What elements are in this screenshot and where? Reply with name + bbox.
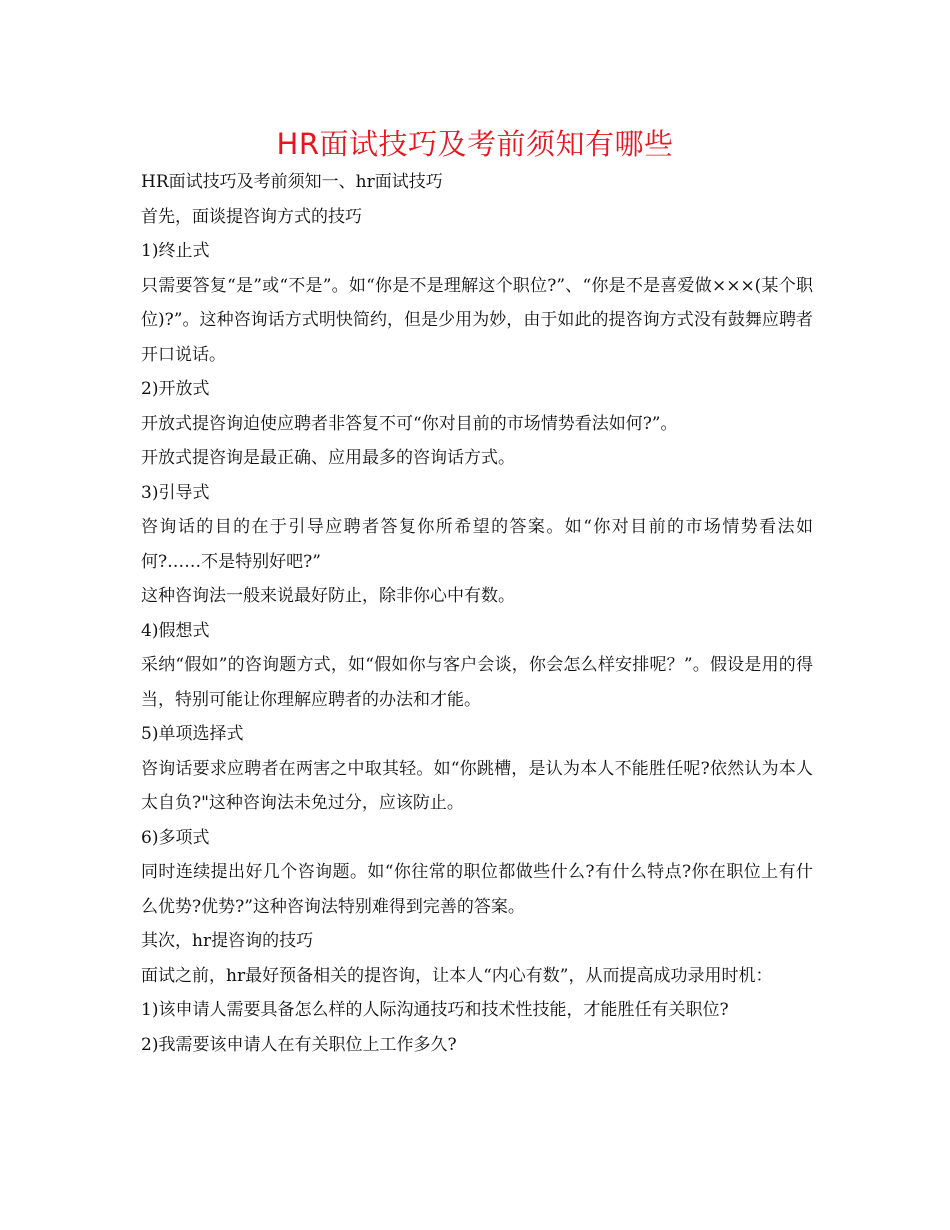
paragraph: 面试之前，hr最好预备相关的提咨询，让本人“内心有数”，从而提高成功录用时机： xyxy=(141,965,773,986)
document-title: HR面试技巧及考前须知有哪些 xyxy=(276,127,674,161)
paragraph-section-heading: 其次，hr提咨询的技巧 xyxy=(141,931,314,951)
paragraph-list-item: 1)该申请人需要具备怎么样的人际沟通技巧和技术性技能，才能胜任有关职位? xyxy=(141,1000,729,1020)
paragraph-section-heading: 首先，面谈提咨询方式的技巧 xyxy=(141,206,362,227)
paragraph-item-heading: 6)多项式 xyxy=(141,827,210,848)
paragraph: 咨询话的目的在于引导应聘者答复你所希望的答案。如“你对目前的市场情势看法如何?……不是特别好吧?” xyxy=(141,517,813,572)
paragraph: 同时连续提出好几个咨询题。如“你往常的职位都做些什么?有什么特点?你在职位上有什么优势?优势?”这种咨询法特别难得到完善的答案。 xyxy=(141,862,813,917)
paragraph: 开放式提咨询迫使应聘者非答复不可“你对目前的市场情势看法如何?”。 xyxy=(141,413,678,434)
paragraph-item-heading: 2)开放式 xyxy=(141,379,210,399)
paragraph: 开放式提咨询是最正确、应用最多的咨询话方式。 xyxy=(141,448,515,468)
paragraph-intro: HR面试技巧及考前须知一、hr面试技巧 xyxy=(141,172,443,192)
paragraph-item-heading: 5)单项选择式 xyxy=(141,724,244,744)
paragraph: 只需要答复“是”或“不是”。如“你是不是理解这个职位?”、“你是不是喜爱做×××(某个职位)?”。这种咨询话方式明快简约，但是少用为妙，由于如此的提咨询方式没有鼓舞应聘者开口说话。 xyxy=(141,275,813,365)
paragraph: 咨询话要求应聘者在两害之中取其轻。如“你跳槽，是认为本人不能胜任呢?依然认为本人太自负?"这种咨询法未免过分，应该防止。 xyxy=(141,758,813,813)
document-body xyxy=(141,165,813,1062)
paragraph-item-heading: 3)引导式 xyxy=(141,482,210,503)
paragraph: 这种咨询法一般来说最好防止，除非你心中有数。 xyxy=(141,586,515,606)
paragraph-item-heading: 1)终止式 xyxy=(141,241,210,261)
paragraph-item-heading: 4)假想式 xyxy=(141,620,210,641)
paragraph: 采纳“假如”的咨询题方式，如“假如你与客户会谈，你会怎么样安排呢？”。假设是用的得当，特别可能让你理解应聘者的办法和才能。 xyxy=(141,655,813,710)
paragraph-list-item: 2)我需要该申请人在有关职位上工作多久? xyxy=(141,1034,457,1055)
